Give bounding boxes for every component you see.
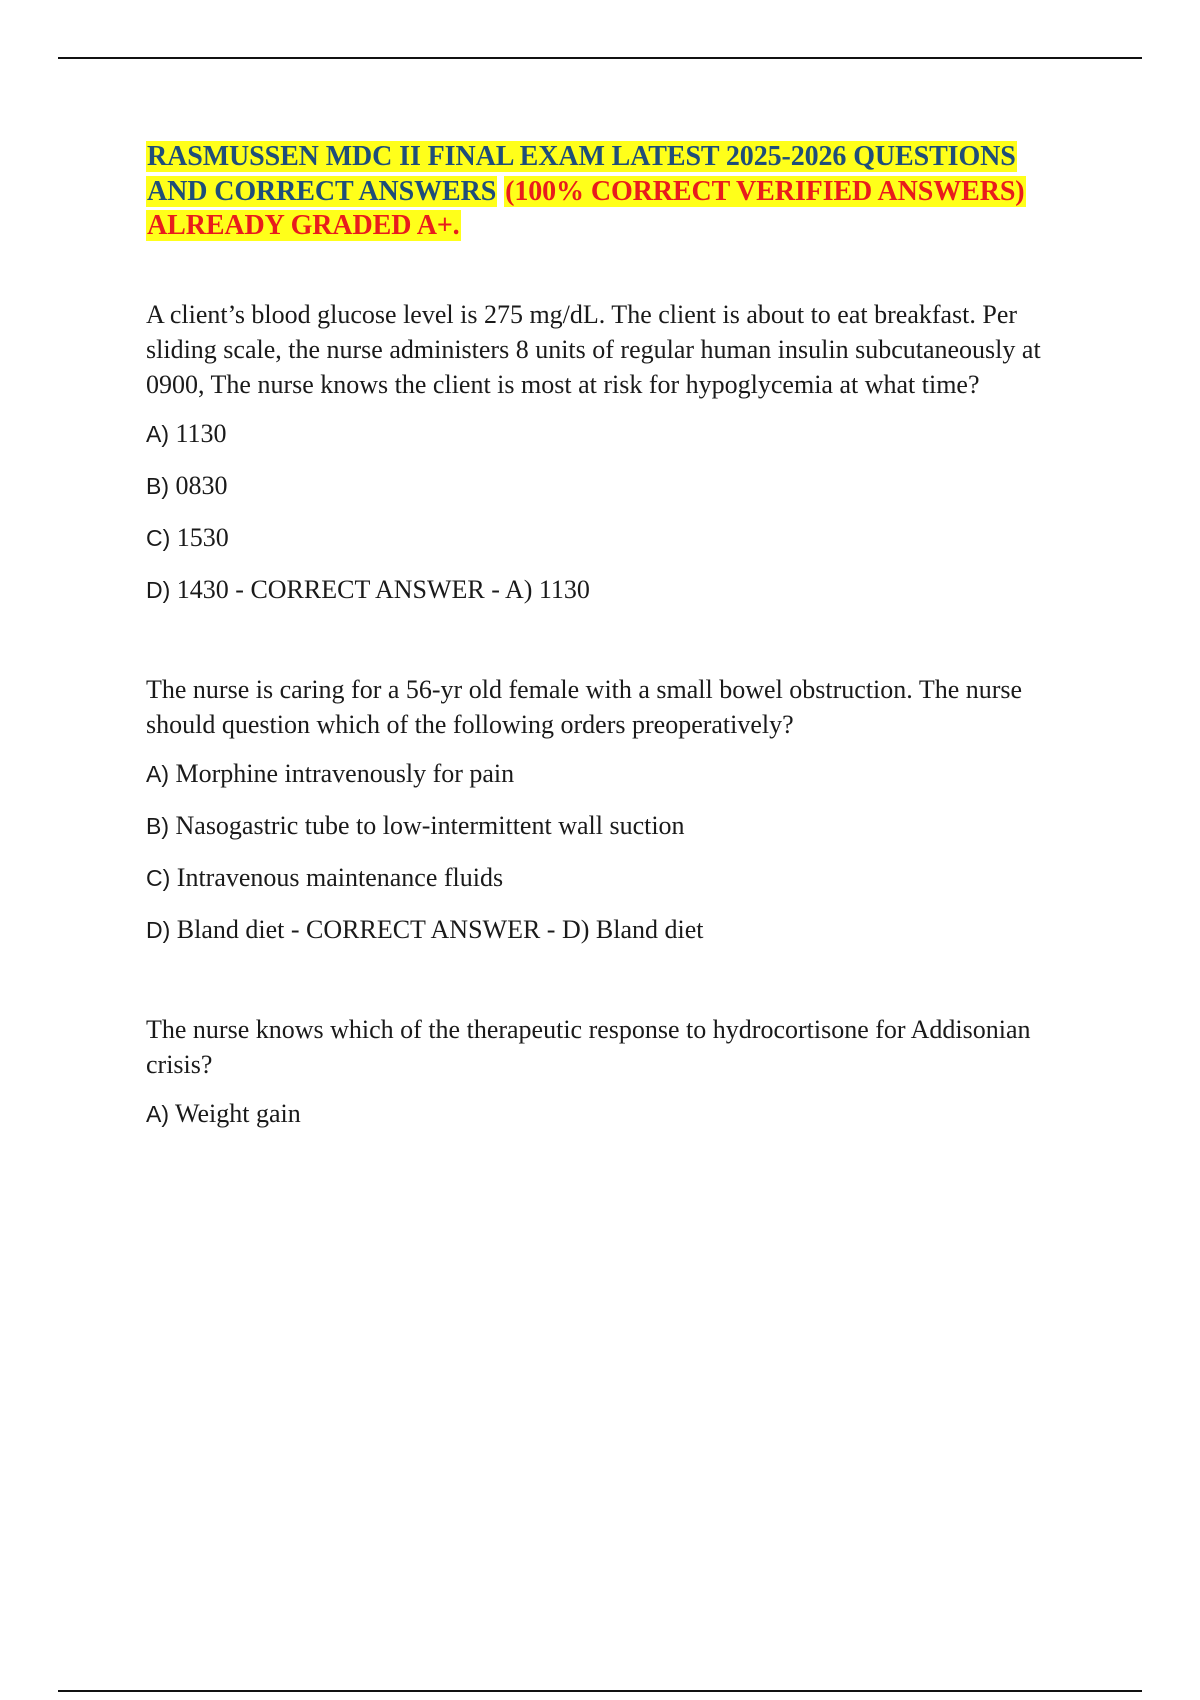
- question-2-option-d: [146, 910, 1076, 950]
- question-3-text: The nurse knows which of the therapeutic response to hydrocortisone for Addisonian crisis?: [146, 1014, 1031, 1079]
- question-2-option-a: [146, 754, 1076, 794]
- option-letter: A): [146, 1100, 169, 1127]
- option-letter: B): [146, 812, 169, 839]
- option-text: 0830: [175, 470, 228, 500]
- question-1-option-a: [146, 414, 1076, 454]
- title-part-blue: RASMUSSEN MDC II FINAL EXAM LATEST 2025-2026 QUESTIONS AND CORRECT ANSWERS: [147, 141, 1016, 207]
- option-letter: C): [146, 524, 171, 551]
- question-1-option-b: [146, 466, 1076, 506]
- question-2-option-b: [146, 806, 1076, 846]
- question-1-option-d: [146, 570, 1076, 610]
- option-letter: A): [146, 760, 169, 787]
- option-letter: D): [146, 916, 171, 943]
- option-text: Bland diet - CORRECT ANSWER - D) Bland diet: [176, 914, 704, 944]
- option-letter: B): [146, 472, 169, 499]
- footer-rule: [58, 1690, 1142, 1692]
- option-text: Weight gain: [175, 1098, 301, 1128]
- option-letter: C): [146, 864, 171, 891]
- option-text: 1430 - CORRECT ANSWER - A) 1130: [176, 574, 590, 604]
- option-text: Intravenous maintenance fluids: [176, 862, 504, 892]
- document-content: [146, 140, 1076, 1134]
- question-3-option-a: [146, 1094, 1076, 1134]
- option-letter: D): [146, 576, 171, 603]
- document-title: [146, 140, 1076, 244]
- question-2-text: The nurse is caring for a 56-yr old female with a small bowel obstruction. The nurse should question which of the following orders preoperatively?: [146, 674, 1023, 739]
- question-1-text: A client’s blood glucose level is 275 mg/dL. The client is about to eat breakfast. Per sliding scale, the nurse administers 8 units of regular human insulin subcutaneously at 0900, The nurse knows the client is most at risk for hypoglycemia at what time?: [146, 299, 1041, 399]
- question-2-option-c: [146, 858, 1076, 898]
- title-part-red: (100% CORRECT VERIFIED ANSWERS) ALREADY GRADED A+.: [147, 175, 1025, 241]
- option-letter: A): [146, 420, 169, 447]
- option-text: Nasogastric tube to low-intermittent wall suction: [175, 810, 685, 840]
- option-text: Morphine intravenously for pain: [175, 758, 515, 788]
- option-text: 1130: [175, 418, 227, 448]
- option-text: 1530: [176, 522, 229, 552]
- question-1-option-c: [146, 518, 1076, 558]
- header-rule: [58, 57, 1142, 59]
